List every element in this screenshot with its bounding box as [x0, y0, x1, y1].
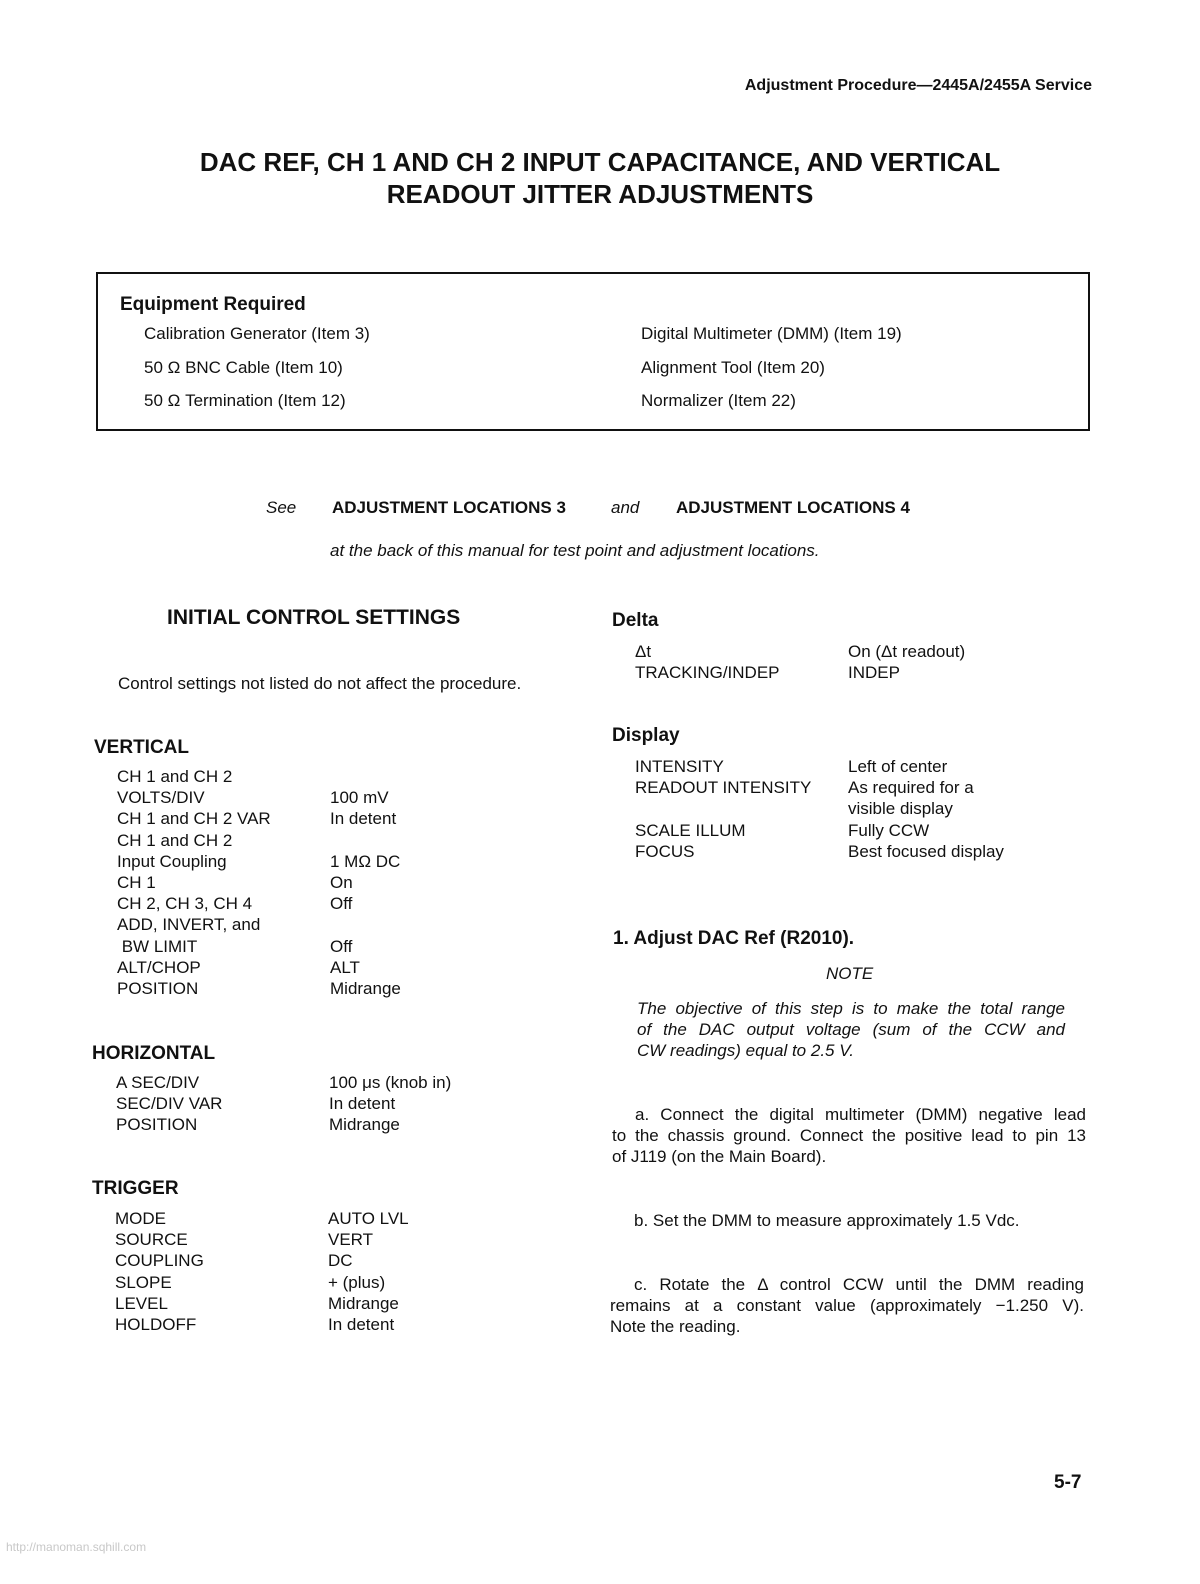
setting-value: ALT: [330, 957, 360, 977]
note-line: The objective of this step is to make the total range: [637, 999, 1065, 1018]
step-1c: [610, 1274, 1084, 1337]
setting-value: In detent: [329, 1094, 396, 1114]
setting-row: [115, 1208, 535, 1229]
setting-value: 100 mV: [330, 788, 389, 808]
setting-control: HOLDOFF: [115, 1314, 197, 1334]
initial-settings-note: Control settings not listed do not affect the procedure.: [118, 674, 522, 693]
setting-control: TRACKING/INDEP: [635, 663, 780, 683]
setting-control: CH 1: [117, 872, 156, 892]
setting-row: [117, 766, 537, 787]
setting-control: Δt: [635, 642, 652, 661]
setting-row: [117, 914, 537, 935]
note-label: NOTE: [826, 964, 874, 983]
setting-control: VOLTS/DIV: [117, 788, 205, 808]
running-header: Adjustment Procedure—2445A/2455A Service: [744, 77, 1092, 94]
setting-value: Off: [330, 894, 353, 914]
setting-row: [635, 662, 1085, 683]
note-line: CW readings) equal to 2.5 V.: [637, 1041, 855, 1060]
setting-value: 1 MΩ DC: [330, 851, 401, 871]
setting-row: [117, 787, 537, 808]
setting-value: visible display: [848, 799, 953, 819]
setting-control: SOURCE: [115, 1230, 188, 1250]
note-text: [637, 998, 1065, 1061]
setting-value: AUTO LVL: [328, 1209, 409, 1228]
step-1c-line: Note the reading.: [610, 1317, 741, 1336]
setting-value: 100 μs (knob in): [329, 1073, 452, 1092]
setting-value: Fully CCW: [848, 820, 930, 840]
initial-settings-heading: INITIAL CONTROL SETTINGS: [167, 606, 461, 629]
setting-value: + (plus): [328, 1272, 386, 1292]
page-number: 5-7: [1054, 1472, 1082, 1493]
vertical-heading: VERTICAL: [94, 737, 189, 758]
setting-row: [635, 798, 1085, 819]
step-1c-line: c. Rotate the Δ control CCW until the DMM reading: [634, 1275, 1084, 1294]
setting-control: SLOPE: [115, 1272, 172, 1292]
see-line-rest: at the back of this manual for test point and adjustment locations.: [330, 541, 820, 560]
setting-control: CH 2, CH 3, CH 4: [117, 894, 253, 914]
setting-row: [116, 1072, 536, 1093]
step-1a: [612, 1104, 1086, 1167]
title-line-2: READOUT JITTER ADJUSTMENTS: [386, 179, 814, 209]
setting-control: INTENSITY: [635, 757, 724, 776]
step-1b: b. Set the DMM to measure approximately 1.5 Vdc.: [634, 1211, 1020, 1230]
horizontal-heading: HORIZONTAL: [92, 1043, 216, 1064]
setting-row: [117, 893, 537, 914]
setting-row: [635, 777, 1085, 798]
setting-row: [115, 1293, 535, 1314]
equipment-item: Normalizer (Item 22): [641, 391, 796, 410]
setting-row: [635, 820, 1085, 841]
display-heading: Display: [612, 725, 680, 746]
equipment-item: Alignment Tool (Item 20): [641, 358, 825, 377]
setting-control: A SEC/DIV: [116, 1073, 200, 1092]
delta-settings-table: [635, 641, 1085, 683]
setting-row: [116, 1114, 536, 1135]
setting-row: [115, 1314, 535, 1335]
setting-control: COUPLING: [115, 1251, 204, 1271]
equipment-heading: Equipment Required: [120, 294, 306, 315]
setting-control: MODE: [115, 1209, 166, 1228]
trigger-heading: TRIGGER: [92, 1178, 179, 1199]
setting-control: ALT/CHOP: [117, 957, 201, 977]
step-1a-line: of J119 (on the Main Board).: [612, 1147, 827, 1166]
setting-control: LEVEL: [115, 1293, 168, 1313]
setting-value: Best focused display: [848, 841, 1004, 861]
setting-value: On (Δt readout): [848, 642, 966, 661]
watermark: http://manoman.sqhill.com: [6, 1540, 147, 1554]
setting-control: SEC/DIV VAR: [116, 1094, 223, 1114]
note-line: of the DAC output voltage (sum of the CCW and: [637, 1020, 1065, 1039]
setting-control: FOCUS: [635, 841, 695, 861]
setting-control: ADD, INVERT, and: [117, 915, 261, 935]
step-1-heading: 1. Adjust DAC Ref (R2010).: [613, 928, 855, 949]
setting-row: [117, 936, 537, 957]
setting-row: [117, 957, 537, 978]
setting-value: In detent: [330, 809, 397, 829]
vertical-settings-table: [117, 766, 537, 999]
setting-row: [116, 1093, 536, 1114]
setting-value: Off: [330, 936, 353, 956]
setting-row: [115, 1229, 535, 1250]
equipment-item: Digital Multimeter (DMM) (Item 19): [641, 324, 902, 343]
display-settings-table: [635, 756, 1085, 862]
setting-value: As required for a: [848, 778, 974, 798]
see-word: See: [266, 498, 297, 517]
setting-row: [117, 851, 537, 872]
setting-row: [635, 841, 1085, 862]
setting-value: On: [330, 872, 353, 892]
setting-control: BW LIMIT: [117, 936, 198, 956]
equipment-item: Calibration Generator (Item 3): [144, 324, 370, 343]
setting-value: INDEP: [848, 663, 900, 683]
setting-row: [635, 756, 1085, 777]
setting-row: [117, 978, 537, 999]
setting-control: POSITION: [117, 978, 199, 998]
step-1a-line: a. Connect the digital multimeter (DMM) negative lead: [635, 1105, 1086, 1124]
setting-control: CH 1 and CH 2: [117, 830, 233, 850]
equipment-item: 50 Ω BNC Cable (Item 10): [144, 358, 343, 377]
setting-row: [635, 641, 1085, 662]
delta-heading: Delta: [612, 610, 659, 631]
setting-value: Left of center: [848, 757, 948, 776]
equipment-item: 50 Ω Termination (Item 12): [144, 391, 346, 410]
setting-control: CH 1 and CH 2: [117, 767, 233, 786]
horizontal-settings-table: [116, 1072, 536, 1136]
setting-control: SCALE ILLUM: [635, 820, 746, 840]
setting-row: [115, 1272, 535, 1293]
and-word: and: [611, 498, 640, 517]
setting-value: DC: [328, 1251, 353, 1271]
adjustment-locations-4-ref: ADJUSTMENT LOCATIONS 4: [676, 498, 910, 517]
trigger-settings-table: [115, 1208, 535, 1335]
setting-row: [117, 872, 537, 893]
setting-row: [117, 808, 537, 829]
setting-value: Midrange: [328, 1293, 399, 1313]
setting-row: [115, 1250, 535, 1271]
step-1c-line: remains at a constant value (approximately −1.250 V).: [610, 1296, 1084, 1315]
setting-control: READOUT INTENSITY: [635, 778, 812, 798]
title-line-1: DAC REF, CH 1 AND CH 2 INPUT CAPACITANCE, AND VERTICAL: [199, 147, 1001, 177]
setting-value: VERT: [328, 1230, 374, 1250]
setting-control: CH 1 and CH 2 VAR: [117, 809, 271, 829]
equipment-required-box: [96, 272, 1090, 431]
setting-value: Midrange: [329, 1115, 400, 1135]
setting-row: [117, 830, 537, 851]
setting-control: POSITION: [116, 1115, 198, 1135]
setting-control: Input Coupling: [117, 851, 227, 871]
setting-value: In detent: [328, 1314, 395, 1334]
step-1a-line: to the chassis ground. Connect the positive lead to pin 13: [612, 1126, 1086, 1145]
adjustment-locations-3-ref: ADJUSTMENT LOCATIONS 3: [332, 498, 566, 517]
page-title: [0, 146, 1200, 210]
setting-value: Midrange: [330, 978, 401, 998]
